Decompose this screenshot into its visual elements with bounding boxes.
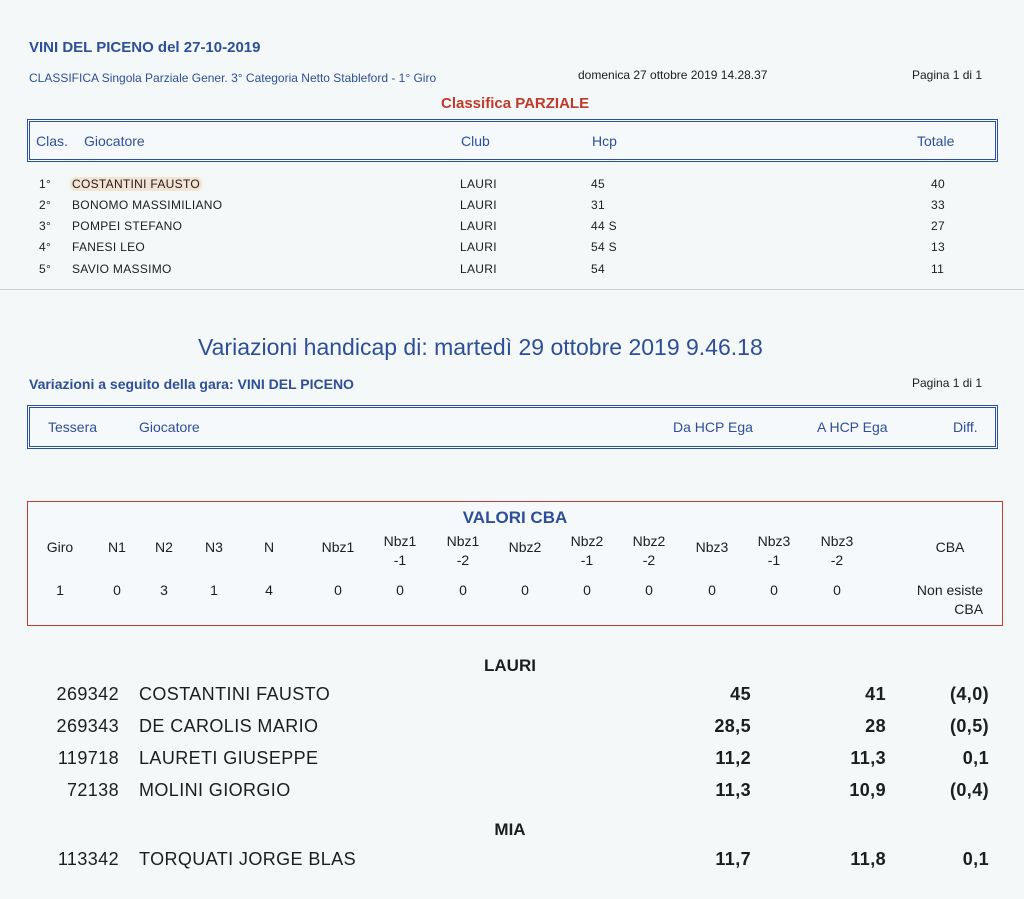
cba-header-line2: -2 [642, 552, 656, 568]
cba-header-line2: -1 [393, 552, 407, 568]
cba-column-header [155, 538, 173, 557]
to-hcp-cell: 11,8 [850, 849, 886, 869]
cba-header-line1: N [263, 539, 275, 555]
cba-value [113, 581, 121, 600]
player-cell: SAVIO MASSIMO [72, 262, 172, 276]
from-hcp-cell: 11,3 [715, 780, 751, 800]
cba-column-header [322, 538, 355, 557]
col-header-diff: Diff. [953, 419, 978, 435]
cba-column-header [571, 532, 604, 570]
diff-cell: (4,0) [949, 684, 989, 704]
cba-value [265, 581, 273, 600]
rank-cell: 4° [39, 240, 52, 254]
total-cell: 27 [931, 219, 945, 233]
rank-cell: 3° [39, 219, 52, 233]
cba-value-line1: 0 [459, 582, 467, 598]
club-cell: LAURI [460, 177, 497, 191]
group-title: MIA [494, 820, 526, 839]
rank-cell: 1° [39, 177, 52, 191]
player-cell: COSTANTINI FAUSTO [72, 177, 201, 191]
cba-value-line1: 1 [210, 582, 218, 598]
cba-header-line2: -1 [580, 552, 594, 568]
cba-value [56, 581, 64, 600]
total-cell: 33 [931, 198, 945, 212]
cba-value-line1: 0 [334, 582, 342, 598]
cba-header-line1: Nbz3 [695, 539, 729, 555]
cba-header-line1: Nbz1 [321, 539, 355, 555]
col-header-card: Tessera [48, 419, 98, 435]
cba-column-header [758, 532, 791, 570]
cba-values-box [27, 501, 1003, 626]
table-row [0, 195, 1024, 216]
ranking-header [27, 119, 998, 162]
total-cell: 13 [931, 240, 945, 254]
cba-column-header [47, 538, 73, 557]
report-subtitle: CLASSIFICA Singola Parziale Gener. 3° Categoria Netto Stableford - 1° Giro [29, 71, 437, 85]
variations-title: Variazioni handicap di: martedì 29 ottobre 2019 9.46.18 [198, 334, 763, 360]
card-cell: 72138 [66, 780, 119, 800]
player-cell: DE CAROLIS MARIO [139, 716, 319, 736]
card-cell: 119718 [57, 748, 119, 768]
cba-value-line1: Non esiste [916, 582, 984, 598]
cba-header-line1: CBA [935, 539, 965, 555]
player-cell: BONOMO MASSIMILIANO [72, 198, 223, 212]
rank-cell: 2° [39, 198, 52, 212]
total-cell: 11 [931, 262, 945, 276]
cba-value-line1: 0 [833, 582, 841, 598]
cba-header-line1: Nbz2 [508, 539, 542, 555]
hcp-cell: 44 S [591, 219, 617, 233]
variations-header [27, 405, 998, 449]
cba-column-header [821, 532, 854, 570]
cba-header-line1: Nbz3 [757, 533, 791, 549]
cba-value-line1: 0 [645, 582, 653, 598]
cba-value-line1: 0 [583, 582, 591, 598]
cba-header-line1: N3 [205, 539, 223, 555]
from-hcp-cell: 28,5 [714, 716, 751, 736]
table-row [0, 680, 1024, 710]
cba-column-header [509, 538, 542, 557]
section-title: Classifica PARZIALE [441, 95, 590, 112]
total-cell: 40 [931, 177, 945, 191]
page-indicator: Pagina 1 di 1 [912, 68, 983, 82]
table-row [0, 712, 1024, 742]
hcp-cell: 45 [591, 177, 605, 191]
group-title: LAURI [484, 656, 536, 675]
hcp-cell: 54 S [591, 240, 617, 254]
cba-value [396, 581, 404, 600]
cba-header-line1: Nbz2 [632, 533, 666, 549]
club-cell: LAURI [460, 262, 497, 276]
cba-value-line2: CBA [954, 601, 984, 617]
hcp-cell: 54 [591, 262, 605, 276]
col-header-club: Club [461, 132, 490, 149]
diff-cell: (0,5) [949, 716, 989, 736]
page-indicator-2: Pagina 1 di 1 [912, 376, 983, 390]
cba-header-line1: Nbz2 [570, 533, 604, 549]
cba-header-line1: Nbz1 [383, 533, 417, 549]
report-title: VINI DEL PICENO del 27-10-2019 [29, 39, 261, 56]
col-header-clas: Clas. [36, 132, 68, 149]
cba-value [583, 581, 591, 600]
from-hcp-cell: 11,2 [715, 748, 751, 768]
cba-value [917, 581, 983, 619]
cba-value [645, 581, 653, 600]
cba-header-line1: N2 [155, 539, 173, 555]
cba-header-line1: Giro [46, 539, 74, 555]
print-timestamp: domenica 27 ottobre 2019 14.28.37 [578, 68, 768, 82]
cba-value [708, 581, 716, 600]
cba-value-line1: 1 [56, 582, 64, 598]
table-row [0, 744, 1024, 774]
to-hcp-cell: 41 [865, 684, 886, 704]
cba-column-header [205, 538, 223, 557]
col-header-player: Giocatore [139, 419, 200, 435]
cba-value [160, 581, 168, 600]
variations-subtitle: Variazioni a seguito della gara: VINI DEL PICENO [29, 376, 354, 392]
cba-value [521, 581, 529, 600]
cba-value [459, 581, 467, 600]
cba-value [210, 581, 218, 600]
card-cell: 269343 [56, 716, 119, 736]
player-cell: LAURETI GIUSEPPE [139, 748, 319, 768]
cba-column-header [384, 532, 417, 570]
club-cell: LAURI [460, 240, 497, 254]
cba-column-header [633, 532, 666, 570]
club-cell: LAURI [460, 198, 497, 212]
player-cell: FANESI LEO [72, 240, 146, 254]
cba-column-header [447, 532, 480, 570]
diff-cell: 0,1 [962, 748, 989, 768]
player-cell: POMPEI STEFANO [72, 219, 183, 233]
card-cell: 269342 [56, 684, 119, 704]
cba-column-header [696, 538, 729, 557]
cba-value-line1: 4 [265, 582, 273, 598]
cba-header-line2: -2 [830, 552, 844, 568]
cba-value-line1: 0 [113, 582, 121, 598]
player-cell: COSTANTINI FAUSTO [139, 684, 331, 704]
cba-value-line1: 0 [770, 582, 778, 598]
player-cell: MOLINI GIORGIO [139, 780, 291, 800]
col-header-from-hcp: Da HCP Ega [673, 419, 753, 435]
to-hcp-cell: 28 [865, 716, 886, 736]
cba-header-line1: Nbz3 [820, 533, 854, 549]
to-hcp-cell: 10,9 [849, 780, 886, 800]
cba-value [770, 581, 778, 600]
table-row [0, 259, 1024, 280]
from-hcp-cell: 11,7 [715, 849, 751, 869]
hcp-cell: 31 [591, 198, 605, 212]
from-hcp-cell: 45 [730, 684, 751, 704]
cba-column-header [264, 538, 274, 557]
cba-title: VALORI CBA [462, 508, 568, 527]
rank-cell: 5° [39, 262, 52, 276]
cba-header-line1: N1 [108, 539, 126, 555]
table-row [0, 845, 1024, 875]
cba-header-line2: -2 [456, 552, 470, 568]
cba-column-header [936, 538, 965, 557]
cba-value-line1: 0 [396, 582, 404, 598]
cba-column-header [108, 538, 126, 557]
table-row [0, 776, 1024, 806]
page-divider [0, 289, 1024, 290]
cba-value-line1: 0 [708, 582, 716, 598]
diff-cell: (0,4) [949, 780, 989, 800]
diff-cell: 0,1 [962, 849, 989, 869]
cba-header-line1: Nbz1 [446, 533, 480, 549]
card-cell: 113342 [57, 849, 119, 869]
cba-value-line1: 0 [521, 582, 529, 598]
club-cell: LAURI [460, 219, 497, 233]
table-row [0, 216, 1024, 237]
col-header-total: Totale [917, 132, 955, 149]
table-row [0, 174, 1024, 195]
player-cell: TORQUATI JORGE BLAS [139, 849, 356, 869]
cba-header-line2: -1 [767, 552, 781, 568]
col-header-to-hcp: A HCP Ega [817, 419, 888, 435]
col-header-player: Giocatore [84, 132, 145, 149]
cba-value-line1: 3 [160, 582, 168, 598]
cba-value [833, 581, 841, 600]
table-row [0, 237, 1024, 258]
cba-value [334, 581, 342, 600]
to-hcp-cell: 11,3 [850, 748, 886, 768]
col-header-hcp: Hcp [592, 132, 617, 149]
